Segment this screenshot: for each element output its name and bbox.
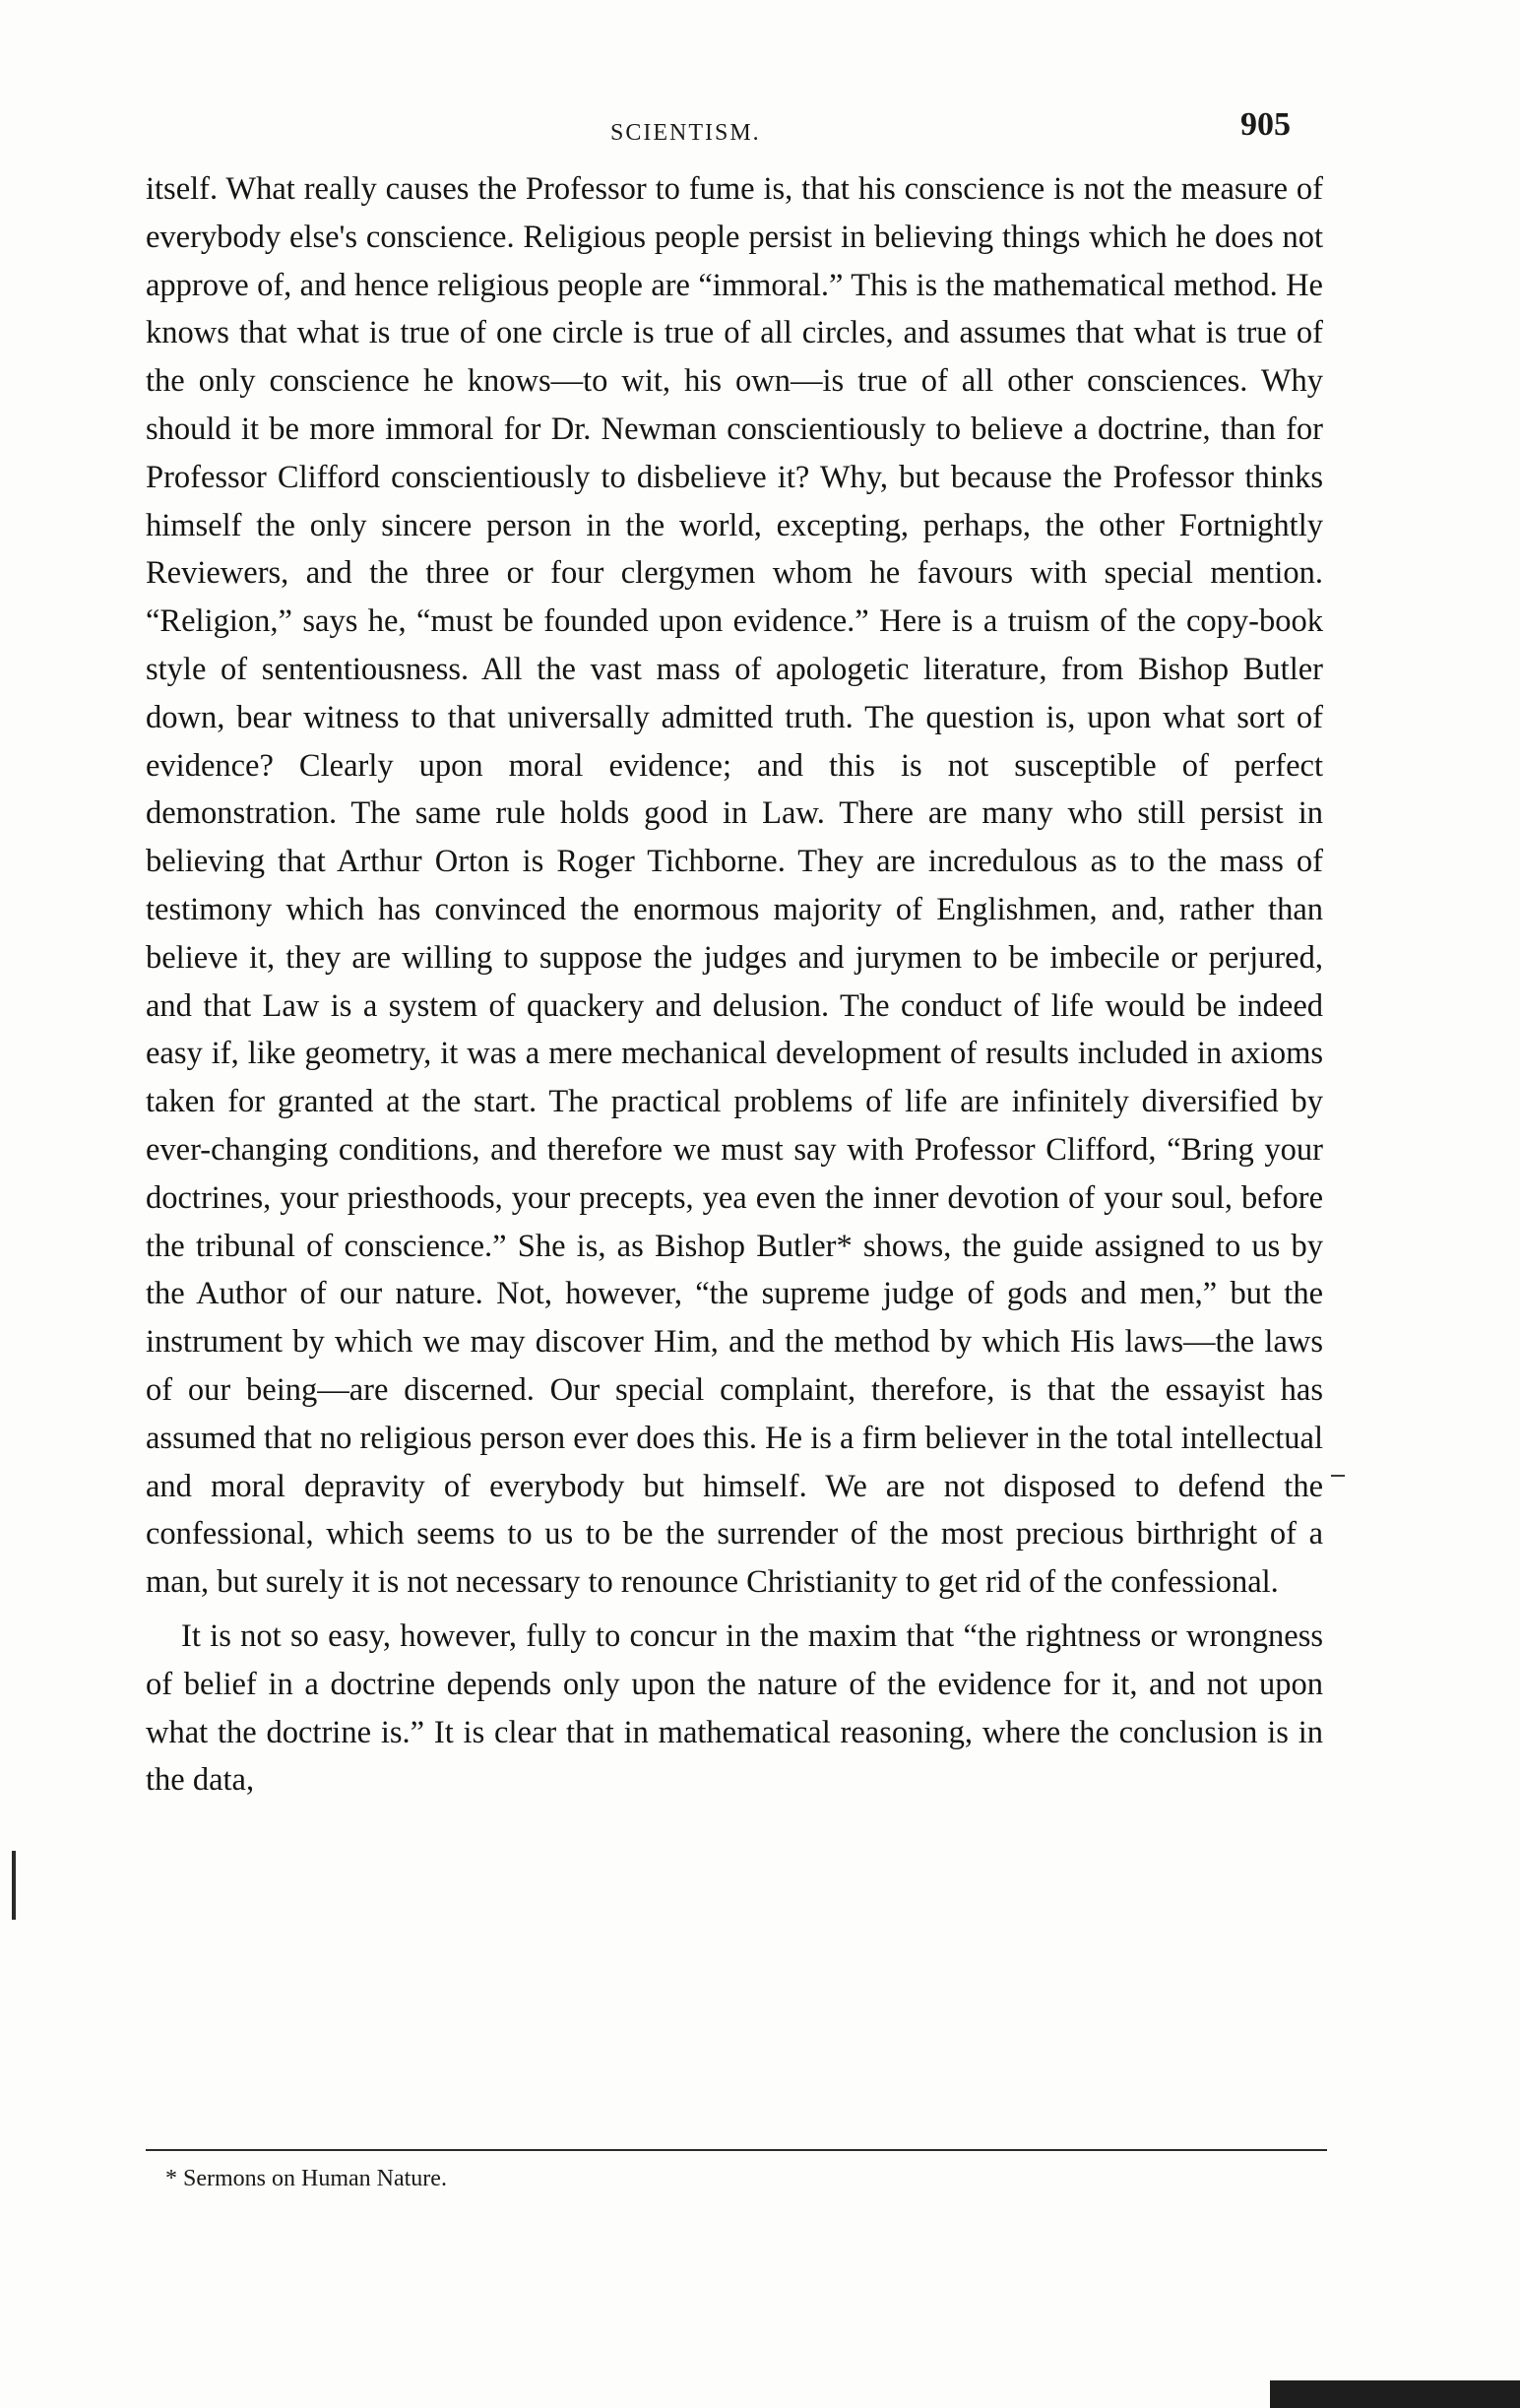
footnote: * Sermons on Human Nature. (165, 2166, 447, 2191)
footnote-rule (146, 2149, 1327, 2151)
margin-mark (12, 1851, 16, 1920)
scan-edge-bar (1270, 2380, 1520, 2408)
body-text (146, 165, 1323, 1805)
paragraph-2: It is not so easy, however, fully to concur in the maxim that “the rightness or wrongness of belief in a doctrine depends only upon the nature of the evidence for it, and not upon what the doctrine is.” It is clear that in mathematical reasoning, where the conclusion is in the data, (146, 1617, 1323, 1799)
paragraph-1: itself. What really causes the Professor to fume is, that his conscience is not the measure of everybody else's conscience. Religious people persist in believing things which he does not approve of, and hence religious people are “immoral.” This is the mathematical method. He knows that what is true of one circle is true of all circles, and assumes that what is true of the only conscience he knows—to wit, his own—is true of all other consciences. Why should it be more immoral for Dr. Newman conscientiously to believe a doctrine, than for Professor Clifford conscientiously to disbelieve it? Why, but because the Professor thinks himself the only sincere person in the world, excepting, perhaps, the other Fortnightly Reviewers, and the three or four clergymen whom he favours with special mention. “Religion,” says he, “must be founded upon evidence.” Here is a truism of the copy-book style of sententiousness. All the vast mass of apologetic literature, from Bishop Butler down, bear witness to that universally admitted truth. The question is, upon what sort of evidence? Clearly upon moral evidence; and this is not susceptible of perfect demonstration. The same rule holds good in Law. There are many who still persist in believing that Arthur Orton is Roger Tichborne. They are incredulous as to the mass of testimony which has convinced the enormous majority of Englishmen, and, rather than believe it, they are willing to suppose the judges and jurymen to be imbecile or perjured, and that Law is a system of quackery and delusion. The conduct of life would be indeed easy if, like geometry, it was a mere mechanical development of results included in axioms taken for granted at the start. The practical problems of life are infinitely diversified by ever-changing conditions, and therefore we must say with Professor Clifford, “Bring your doctrines, your priesthoods, your precepts, yea even the inner devotion of your soul, before the tribunal of conscience.” She is, as Bishop Butler* shows, the guide assigned to us by the Author of our nature. Not, however, “the supreme judge of gods and men,” but the instrument by which we may discover Him, and the method by which His laws—the laws of our being—are discerned. Our special complaint, therefore, is that the essayist has assumed that no religious person ever does this. He is a firm believer in the total intellectual and moral depravity of everybody but himself. We are not disposed to defend the confessional, which seems to us to be the surrender of the most precious birthright of a man, but surely it is not necessary to renounce Christianity to get rid of the confessional. (146, 171, 1323, 1601)
page-number: 905 (1240, 106, 1291, 143)
margin-dash (1331, 1475, 1345, 1477)
running-title: SCIENTISM. (610, 120, 761, 146)
